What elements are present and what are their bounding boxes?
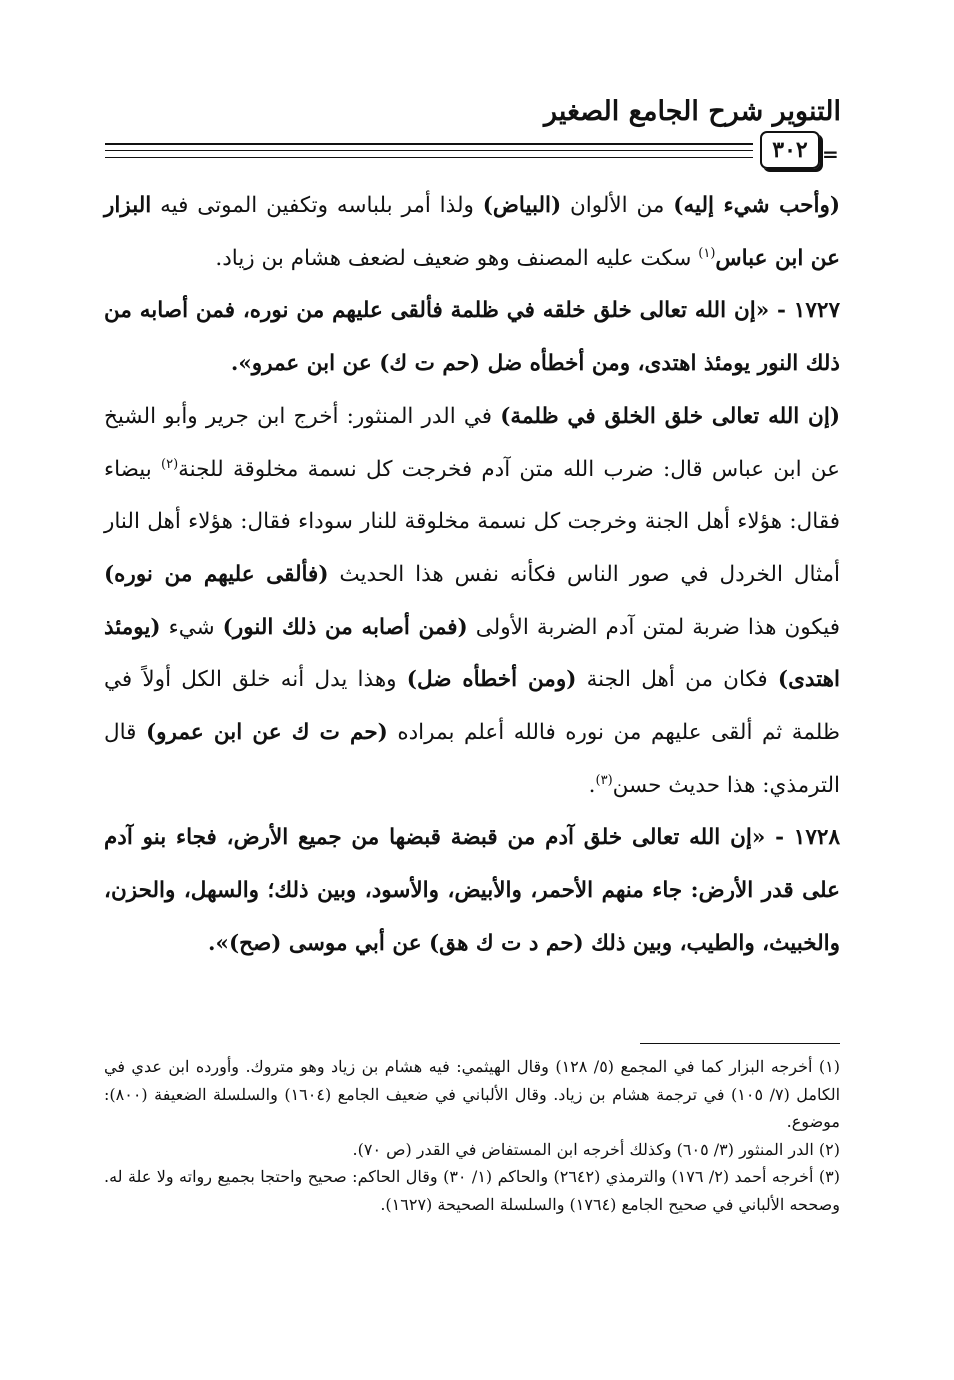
commentary-paragraph: (إن الله تعالى خلق الخلق في ظلمة) في الدر المنثور: أخرج ابن جرير وأبو الشيخ عن ابن عباس قال: ضرب الله متن آدم فخرجت كل نسمة مخلوقة للجنة$^{(٢)}$ بيضاء فقال: هؤلاء أهل الجنة وخرجت كل نسمة مخلوقة للنار سوداء فقال: هؤلاء أهل النار أمثال الخردل في صور الناس فكأنه نفس هذا الحديث (فألقى عليهم من نوره) فيكون هذا ضربة لمتن آدم الضربة الأولى (فمن أصابه من ذلك النور) شيء (يومئذ اهتدى) فكان من أهل الجنة (ومن أخطأه ضل) وهذا يدل أنه خلق الكل أولاً في ظلمة ثم ألقى عليهم من نوره فالله أعلم بمراده (حم ت ك عن ابن عمرو) قال الترمذي: هذا حديث حسن$^{(٣)}$. <box>104 403 841 798</box>
footnote-ref[interactable]: (٣) <box>595 772 613 788</box>
footnote-2: (٢) الدر المنثور (٣/ ٦٠٥) وكذلك أخرجه ابن المستفاض في القدر (ص ٧٠). <box>352 1139 840 1159</box>
page-number-dash: = <box>822 142 839 166</box>
footnote-separator <box>640 1043 840 1044</box>
footnote-ref[interactable]: (١) <box>698 245 716 261</box>
footnote-ref[interactable]: (٢) <box>161 456 179 472</box>
hadith-1727: ١٧٢٧ - «إن الله تعالى خلق خلقه في ظلمة فألقى عليهم من نوره، فمن أصابه من ذلك النور يومئذ اهتدى، ومن أخطأه ضل (حم ت ك) عن ابن عمرو». <box>104 298 840 377</box>
header-rule <box>105 150 753 151</box>
main-text <box>104 180 840 971</box>
footnote-1: (١) أخرجه البزار كما في المجمع (٥/ ١٢٨) وقال الهيثمي: فيه هشام بن زياد وهو متروك. وأورده ابن عدي في الكامل (٧/ ١٠٥) في ترجمة هشام بن زياد. وقال الألباني في ضعيف الجامع (١٦٠٤) والسلسلة الضعيفة (٨٠٠): موضوع. <box>104 1057 841 1131</box>
footnote-3: (٣) أخرجه أحمد (٢/ ١٧٦) والترمذي (٢٦٤٢) والحاكم (١/ ٣٠) وقال الحاكم: صحيح واحتجا بجميع رواته ولا علة له. وصححه الألباني في صحيح الجامع (١٧٦٤) والسلسلة الصحيحة (١٦٢٧). <box>104 1167 840 1214</box>
commentary-paragraph: (وأحب شيء إليه) من الألوان (البياض) ولذا أمر بلباسه وتكفين الموتى فيه البزار عن ابن عباس$^{(١)}$ سكت عليه المصنف وهو ضعيف لضعف هشام بن زياد. <box>104 193 840 271</box>
header-rule <box>105 143 753 145</box>
running-title: التنوير شرح الجامع الصغير <box>544 96 841 127</box>
footnotes <box>104 1053 840 1218</box>
header-rule <box>105 157 753 158</box>
page-number: ٣٠٢ <box>760 131 820 169</box>
hadith-1728: ١٧٢٨ - «إن الله تعالى خلق آدم من قبضة قبضها من جميع الأرض، فجاء بنو آدم على قدر الأرض: جاء منهم الأحمر، والأبيض، والأسود، وبين ذلك؛ والسهل، والحزن، والخبيث، والطيب، وبين ذلك (حم د ت ك هق) عن أبي موسى (صح)». <box>104 825 840 956</box>
